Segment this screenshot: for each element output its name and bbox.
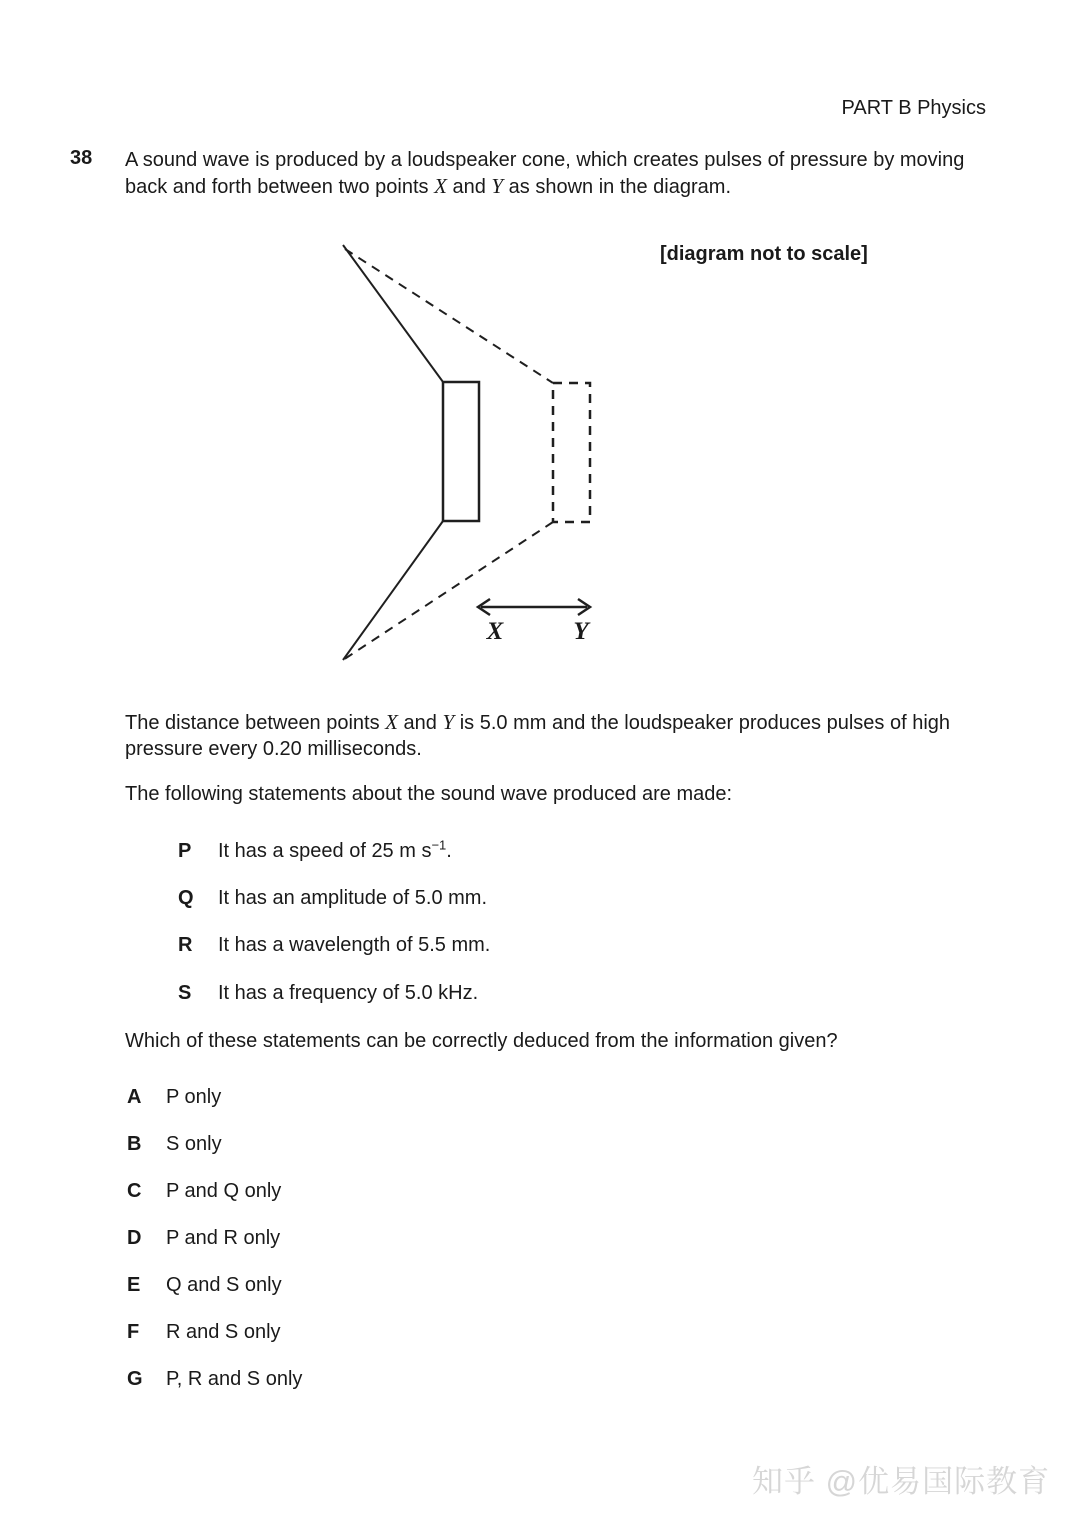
diagram-label-y: Y (573, 618, 589, 645)
option-label: A (127, 1086, 142, 1108)
option-text: P and R only (166, 1227, 281, 1249)
cone-dashed-coil-rect (553, 383, 590, 522)
loudspeaker-cone-drawing (330, 235, 620, 675)
option-row-g (127, 1368, 302, 1391)
option-label: C (127, 1180, 142, 1202)
point-y-symbol: Y (491, 174, 504, 198)
superscript-exponent: −1 (431, 837, 447, 853)
statement-label: S (178, 982, 192, 1004)
cone-dashed-upper-line (345, 249, 553, 383)
question-prompt: Which of these statements can be correctly deduced from the information given? (125, 1030, 838, 1052)
option-label: D (127, 1227, 142, 1249)
statements-intro: The following statements about the sound wave produced are made: (125, 783, 733, 805)
cone-solid-upper-line (343, 245, 443, 382)
option-text: S only (166, 1133, 222, 1155)
point-y-symbol: Y (442, 710, 455, 734)
statement-label: Q (178, 887, 194, 909)
question-text: A sound wave is produced by a loudspeaker cone, which creates pulses of pressure by moving back and forth between two points X and Y as shown in the diagram. (125, 149, 965, 198)
option-row-e (127, 1274, 282, 1297)
option-label: B (127, 1133, 142, 1155)
cone-dashed-lower-line (343, 522, 553, 660)
option-text: R and S only (166, 1321, 281, 1343)
option-text: P only (166, 1086, 222, 1108)
statement-row-r (178, 934, 490, 957)
option-text: P, R and S only (166, 1368, 303, 1390)
statement-row-p (178, 837, 452, 863)
point-x-symbol: X (385, 710, 398, 734)
statement-text: It has a frequency of 5.0 kHz. (218, 982, 479, 1004)
statement-text: It has a speed of 25 m $s^{-1}$. (218, 837, 452, 862)
question-number: 38 (70, 147, 93, 169)
diagram-label-x: X (486, 618, 504, 645)
diagram-not-to-scale-note: [diagram not to scale] (660, 243, 868, 265)
option-row-b (127, 1133, 222, 1156)
page-header: PART B Physics (841, 97, 986, 119)
option-label: E (127, 1274, 141, 1296)
cone-solid-coil-rect (443, 382, 479, 521)
option-label: G (127, 1368, 143, 1390)
option-row-d (127, 1227, 280, 1250)
option-text: P and Q only (166, 1180, 282, 1202)
statement-text: It has an amplitude of 5.0 mm. (218, 887, 488, 909)
statement-label: P (178, 840, 192, 862)
zhihu-watermark: 知乎 @优易国际教育 (752, 1464, 1051, 1499)
option-row-a (127, 1086, 221, 1109)
statement-row-s (178, 982, 478, 1005)
distance-paragraph: The distance between points X and Y is 5.0 mm and the loudspeaker produces pulses of high pressure every 0.20 milliseconds. (125, 710, 951, 760)
option-row-f (127, 1321, 281, 1344)
statement-row-q (178, 887, 487, 910)
statement-text: It has a wavelength of 5.5 mm. (218, 934, 491, 956)
option-row-c (127, 1180, 281, 1203)
option-label: F (127, 1321, 140, 1343)
loudspeaker-diagram (330, 235, 620, 675)
cone-solid-lower-line (343, 521, 443, 660)
point-x-symbol: X (434, 174, 447, 198)
statement-label: R (178, 934, 193, 956)
option-text: Q and S only (166, 1274, 282, 1296)
